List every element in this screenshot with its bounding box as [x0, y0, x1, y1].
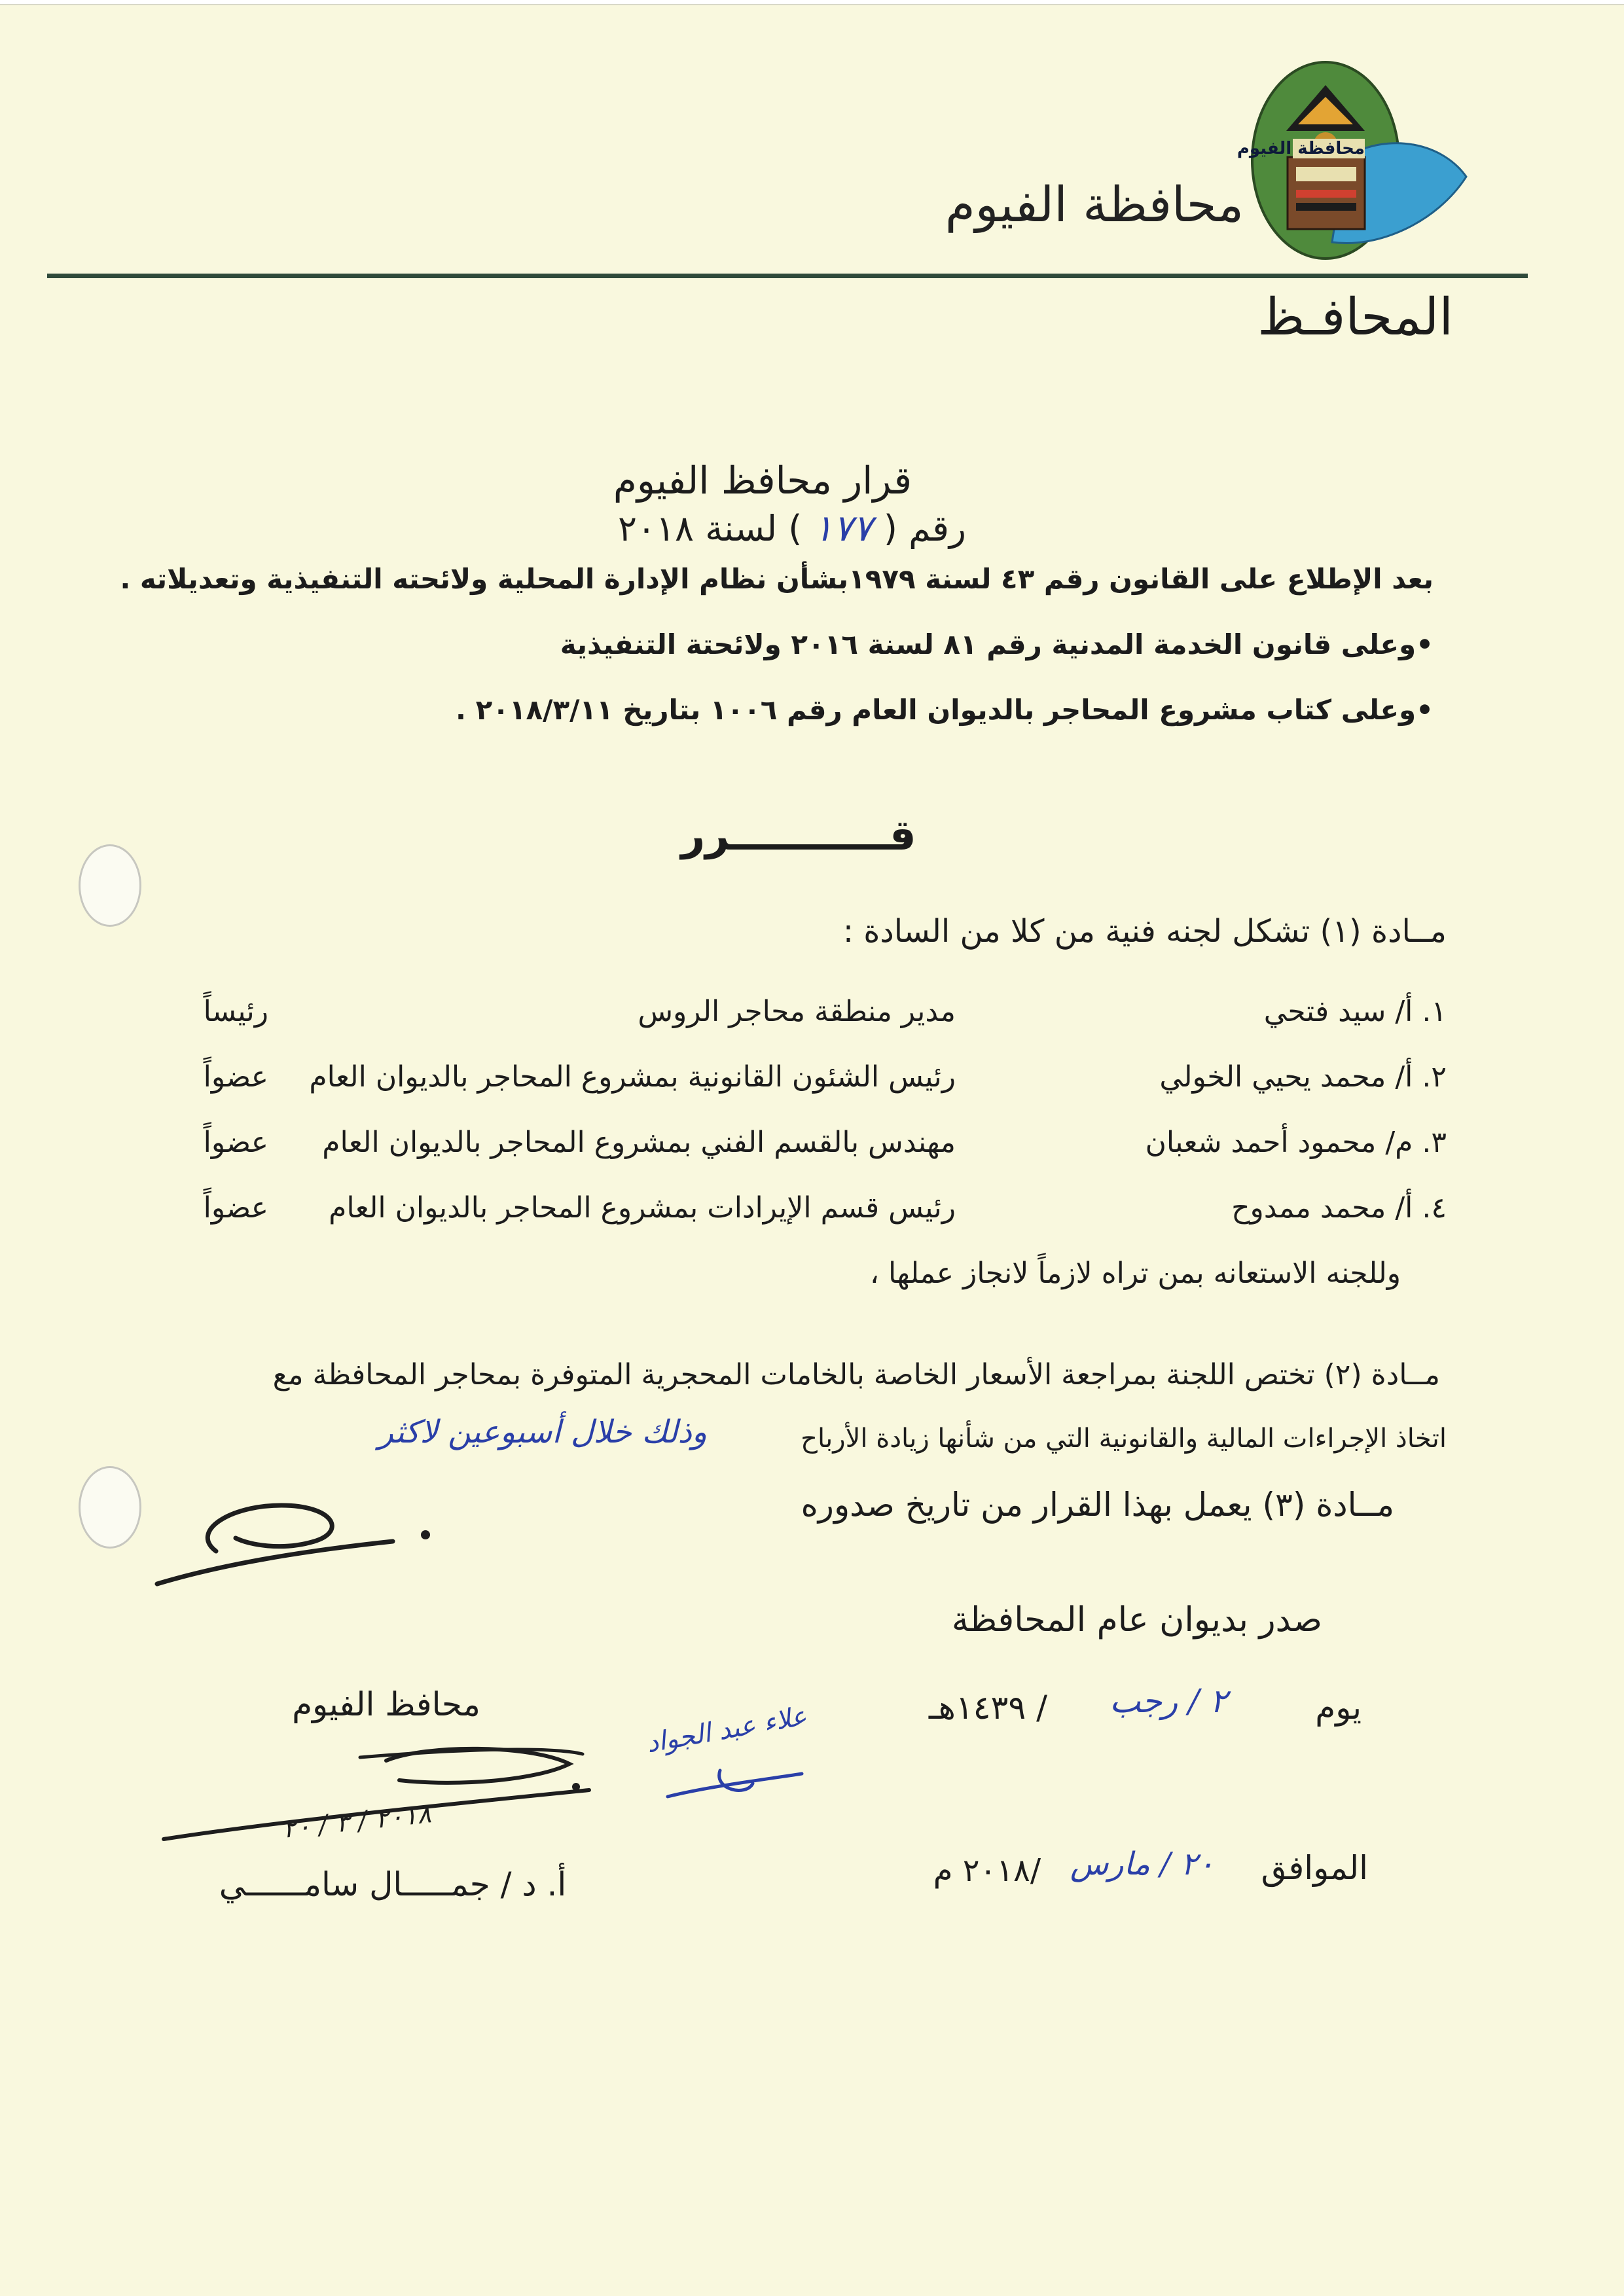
article-2-line-1: مــادة (٢) تختص اللجنة بمراجعة الأسعار الخاصة بالخامات المحجرية المتوفرة بمحاجر المحافظة مع: [272, 1358, 1440, 1391]
member-2-name: ٢. أ/ محمد يحيي الخولي: [1159, 1060, 1447, 1094]
article-3-text: مــادة (٣) يعمل بهذا القرار من تاريخ صدوره: [801, 1486, 1394, 1524]
member-1-position: مدير منطقة محاجر الروس: [638, 995, 956, 1028]
decides-heading: قـــــــــــرر: [681, 812, 916, 860]
preamble-line-1: بعد الإطلاع على القانون رقم ٤٣ لسنة ١٩٧٩بشأن نظام الإدارة المحلية ولائحته التنفيذية وتعديلاته .: [120, 563, 1434, 595]
page-top-edge: [0, 0, 1624, 5]
article-1-text: مــادة (١) تشكل لجنه فنية من كلا من السادة :: [842, 913, 1447, 950]
article-2-line-2: اتخاذ الإجراءات المالية والقانونية التي من شأنها زيادة الأرباح: [801, 1424, 1447, 1454]
decree-number-handwritten: ١٧٧: [813, 507, 873, 550]
logo-text: محافظة الفيوم: [1236, 139, 1365, 158]
member-1-role: رئيساً: [203, 995, 268, 1028]
article-2-handwritten-addition: وذلك خلال أسبوعين لاكثر: [378, 1414, 707, 1450]
governor-name: أ. د / جمـــــال سامــــــي: [219, 1865, 567, 1903]
issued-text: صدر بديوان عام المحافظة: [951, 1600, 1322, 1640]
reviewer-handwritten-name: علاء عبد الجواد: [644, 1700, 809, 1759]
decree-number-suffix: ) لسنة ٢٠١٨: [618, 508, 803, 549]
signature-handwritten-date: ٢٠١٨ / ٣ / ٢٠: [281, 1799, 433, 1844]
article-1-note: وللجنه الاستعانه بمن تراه لازماً لانجاز عملها ،: [869, 1257, 1401, 1290]
member-2-role: عضواً: [203, 1060, 268, 1094]
governorate-name: محافظة الفيوم: [945, 177, 1244, 233]
member-2-position: رئيس الشئون القانونية بمشروع المحاجر بالديوان العام: [309, 1060, 956, 1094]
gregorian-date-handwritten: ٢٠ / مارس: [1070, 1846, 1215, 1882]
gregorian-date-label: الموافق: [1261, 1849, 1368, 1887]
decree-title: قرار محافظ الفيوم: [613, 458, 912, 503]
member-4-role: عضواً: [203, 1191, 268, 1225]
member-4-name: ٤. أ/ محمد ممدوح: [1231, 1191, 1447, 1225]
office-title: المحافـظ: [1257, 288, 1453, 347]
member-4-position: رئيس قسم الإيرادات بمشروع المحاجر بالديوان العام: [329, 1191, 956, 1225]
gregorian-date-year: /٢٠١٨ م: [933, 1852, 1041, 1889]
member-3-name: ٣. م/ محمود أحمد شعبان: [1145, 1126, 1447, 1159]
reviewer-signature-stroke: [655, 1744, 812, 1816]
preamble-line-3: •وعلى كتاب مشروع المحاجر بالديوان العام رقم ١٠٠٦ بتاريخ ٢٠١٨/٣/١١ .: [456, 694, 1434, 726]
hijri-date-handwritten: ٢ / رجب: [1110, 1682, 1227, 1720]
hijri-date-label: يوم: [1315, 1689, 1362, 1727]
punch-hole-upper: [79, 844, 141, 927]
signature-title: محافظ الفيوم: [292, 1685, 480, 1723]
preamble-line-2: •وعلى قانون الخدمة المدنية رقم ٨١ لسنة ٢٠١٦ ولائحتة التنفيذية: [560, 628, 1434, 660]
member-3-position: مهندس بالقسم الفني بمشروع المحاجر بالديوان العام: [322, 1126, 956, 1159]
margin-signature-scrawl: [118, 1479, 458, 1597]
member-3-role: عضواً: [203, 1126, 268, 1159]
header-divider: [47, 274, 1528, 278]
hijri-date-year: / ١٤٣٩هـ: [928, 1689, 1047, 1727]
decree-number-line: [563, 507, 1021, 550]
decree-number-prefix: رقم (: [883, 508, 966, 549]
member-1-name: ١. أ/ سيد فتحي: [1263, 995, 1447, 1028]
